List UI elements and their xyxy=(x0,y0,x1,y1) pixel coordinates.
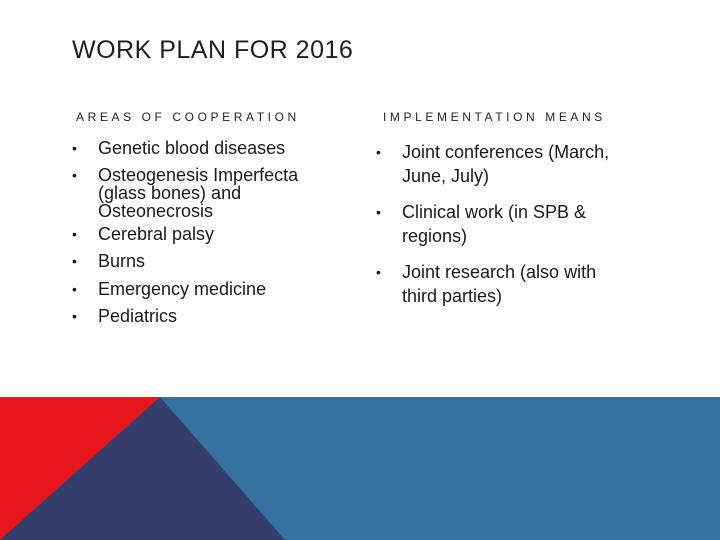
bullet-icon: • xyxy=(72,140,77,156)
bullet-icon: • xyxy=(376,144,381,160)
list-item xyxy=(376,200,626,248)
list-item-text: Burns xyxy=(98,251,146,271)
list-item xyxy=(376,260,626,308)
list-item xyxy=(72,224,322,244)
areas-list xyxy=(72,138,322,334)
list-item xyxy=(72,306,322,326)
bullet-icon: • xyxy=(376,204,381,220)
areas-heading: AREAS OF COOPERATION xyxy=(76,110,300,124)
list-item-text: Clinical work (in SPB & regions) xyxy=(402,202,587,246)
bullet-icon: • xyxy=(72,253,77,269)
list-item-text: Osteogenesis Imperfecta (glass bones) and Osteonecrosis xyxy=(98,164,299,221)
list-item xyxy=(72,251,322,271)
list-item xyxy=(72,279,322,299)
list-item xyxy=(376,140,626,188)
bullet-icon: • xyxy=(72,280,77,297)
implementation-heading: IMPLEMENTATION MEANS xyxy=(383,110,606,124)
list-item-text: Pediatrics xyxy=(98,306,178,326)
implementation-list xyxy=(376,140,626,320)
list-item xyxy=(72,138,322,158)
list-item-text: Emergency medicine xyxy=(98,278,267,299)
bullet-icon: • xyxy=(72,225,77,242)
bullet-icon: • xyxy=(376,264,381,280)
list-item-text: Genetic blood diseases xyxy=(98,138,286,158)
list-item-text: Joint conferences (March, June, July) xyxy=(402,142,610,186)
list-item-text: Cerebral palsy xyxy=(98,223,215,244)
slide-title: WORK PLAN FOR 2016 xyxy=(72,36,354,64)
bullet-icon: • xyxy=(72,166,77,183)
list-item-text: Joint research (also with third parties) xyxy=(402,262,597,306)
list-item xyxy=(72,166,322,220)
decorative-band xyxy=(0,397,720,540)
bullet-icon: • xyxy=(72,308,77,324)
